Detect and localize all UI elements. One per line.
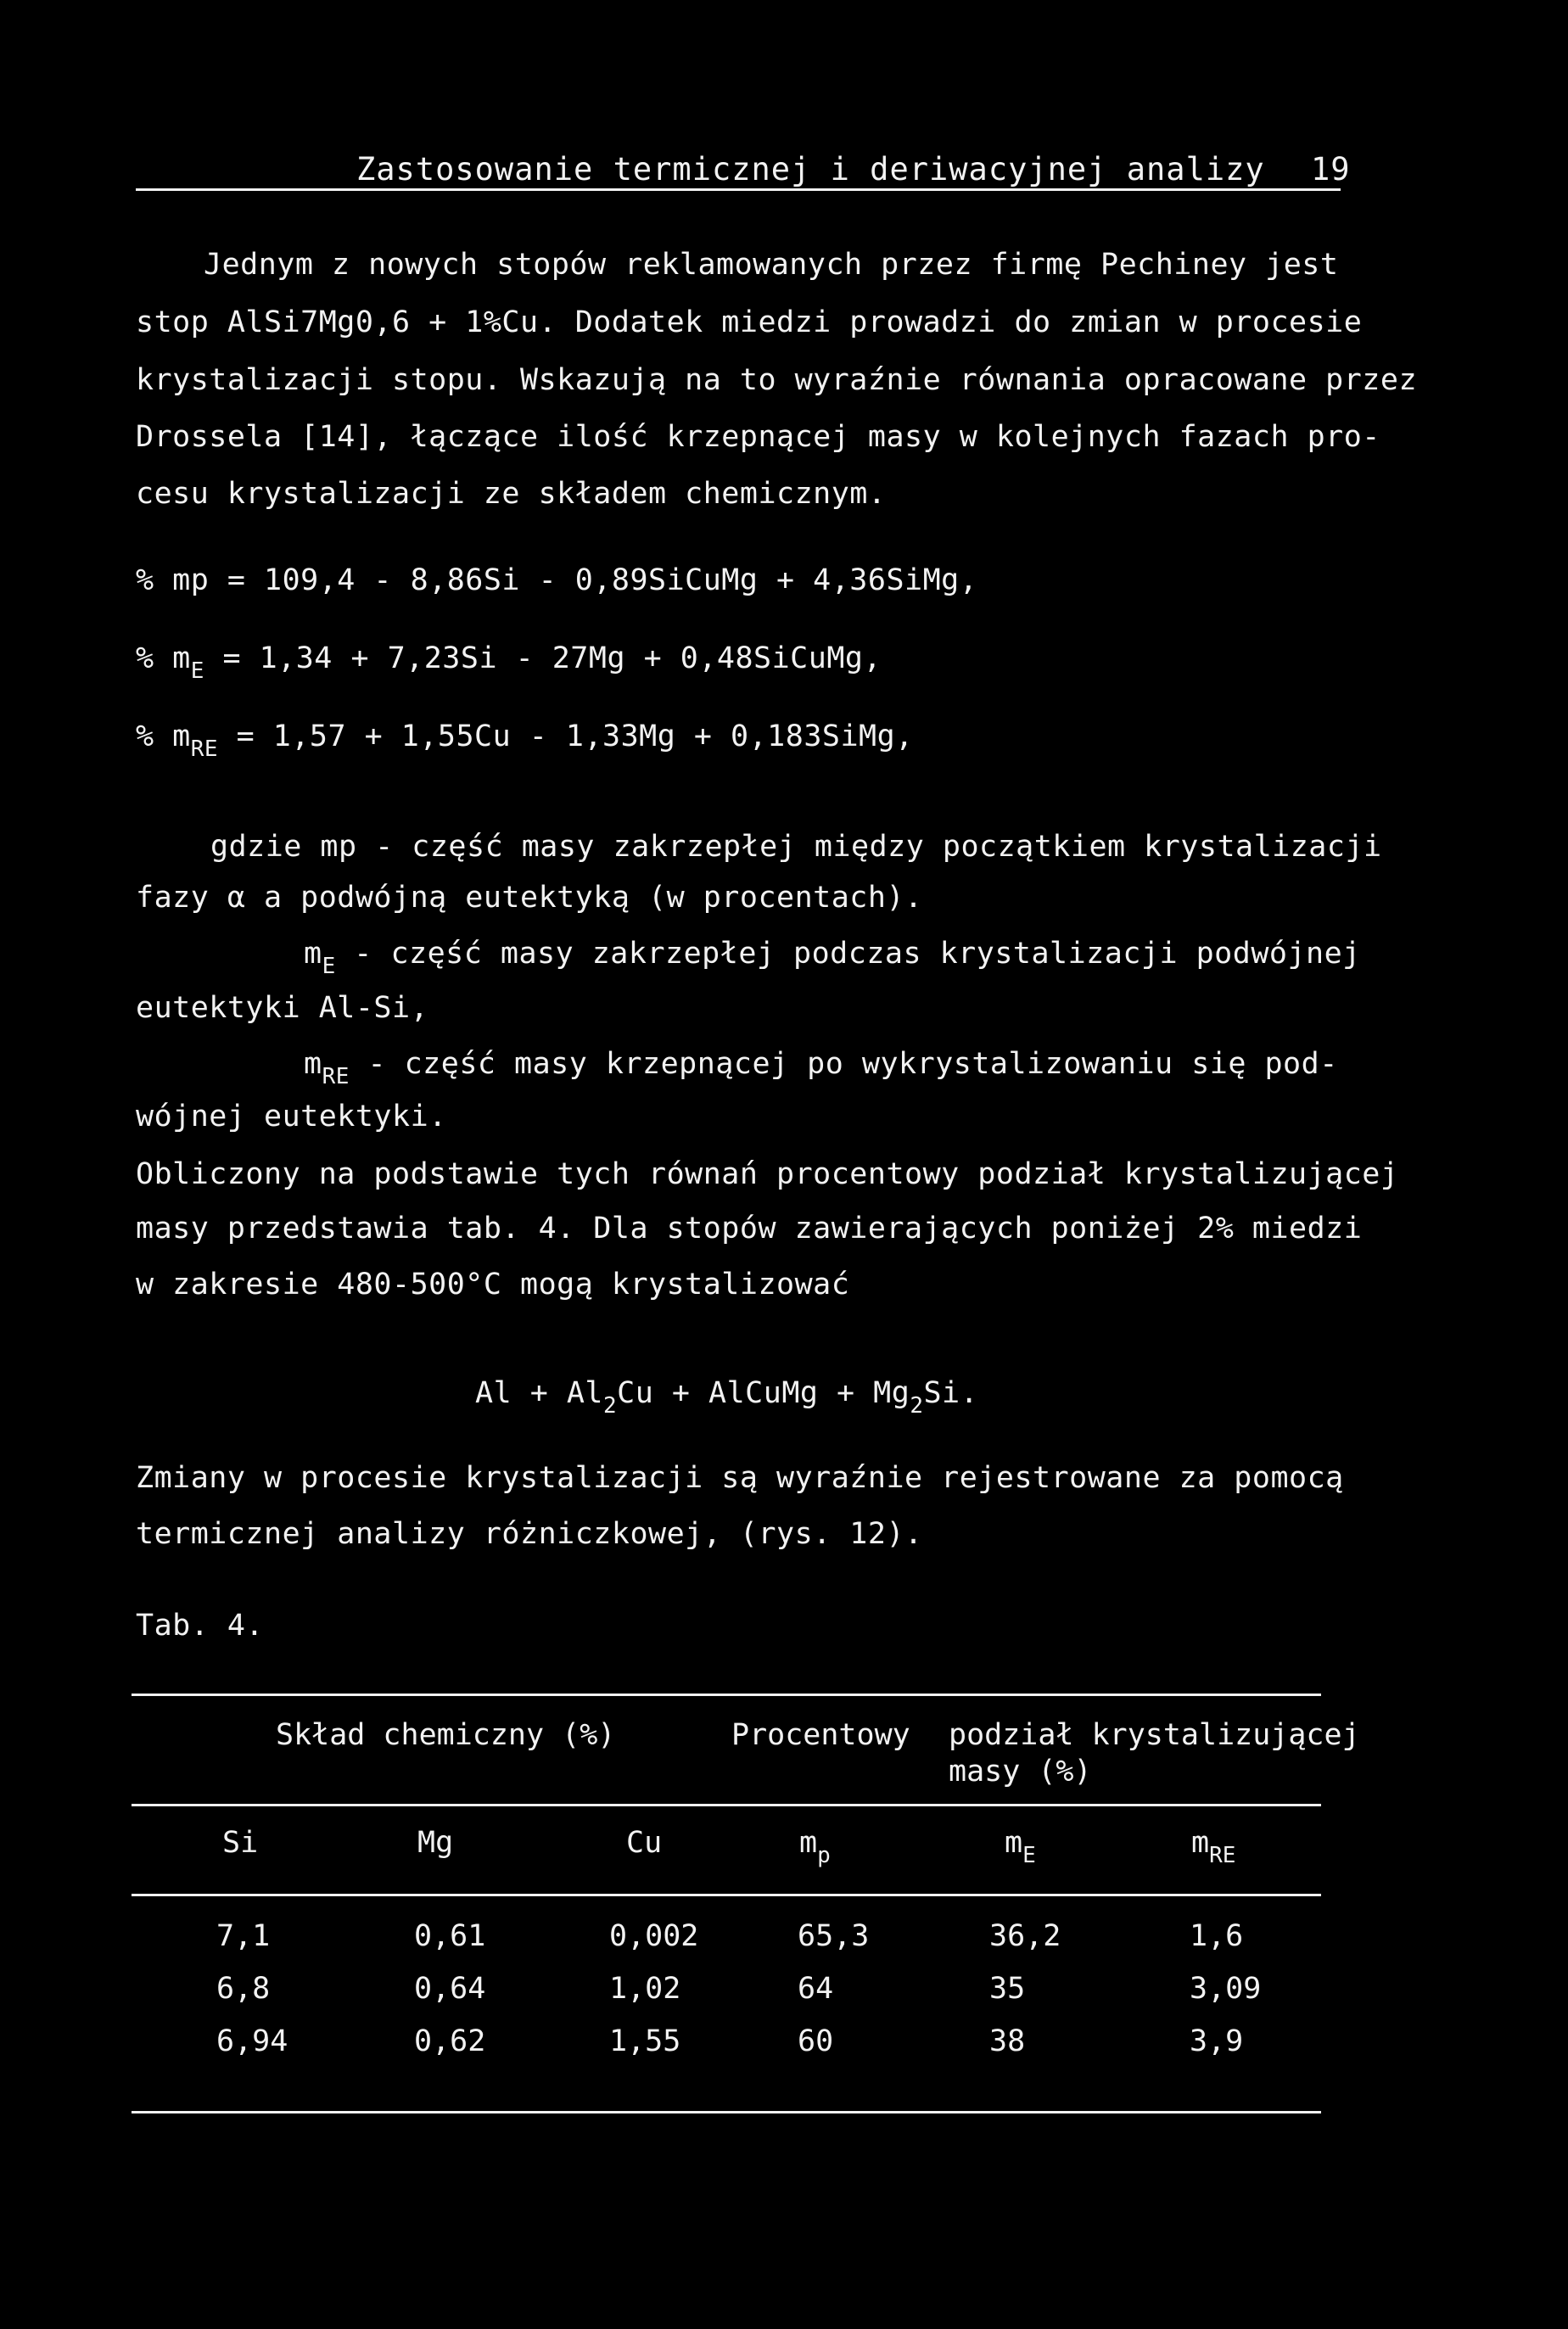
table-group-header-distribution-2: podział krystalizującej	[949, 1718, 1360, 1752]
table-col-cu: Cu	[626, 1826, 663, 1860]
table-cell: 6,94	[216, 2024, 288, 2058]
table-header-rule	[132, 1804, 1321, 1806]
definition-me-line-2: eutektyki Al-Si,	[136, 991, 429, 1025]
paragraph3-line-1: Zmiany w procesie krystalizacji są wyraźnie rejestrowane za pomocą	[136, 1461, 1344, 1495]
paragraph2-line-1: Obliczony na podstawie tych równań procentowy podział krystalizującej	[136, 1157, 1399, 1191]
table-cell: 35	[989, 1972, 1026, 2006]
equation-mre: % $m_{RE} = 1,57 + 1,55Cu - 1,33Mg$ + 0,183SiMg,	[136, 719, 914, 762]
paragraph3-line-2: termicznej analizy różniczkowej, (rys. 12).	[136, 1517, 923, 1551]
equation-me: % $m_E = 1,34 + 7,23Si - 27Mg$ + 0,48SiCuMg,	[136, 641, 882, 684]
paragraph2-line-2: masy przedstawia tab. 4. Dla stopów zawierających poniżej 2% miedzi	[136, 1212, 1363, 1246]
paragraph2-line-3: w zakresie 480-500°C mogą krystalizować	[136, 1268, 850, 1302]
table-col-me: $m_E$	[1005, 1826, 1036, 1868]
table-cell: 38	[989, 2024, 1026, 2058]
table-cell: 1,55	[609, 2024, 681, 2058]
table-cell: 0,64	[414, 1972, 486, 2006]
equation-mp: % mp = 109,4 - 8,86Si - 0,89SiCuMg + 4,36SiMg,	[136, 563, 978, 597]
table-bottom-rule	[132, 2111, 1321, 2113]
table-cell: 64	[798, 1972, 834, 2006]
intro-line-5: cesu krystalizacji ze składem chemicznym.	[136, 477, 887, 511]
table-cell: 0,61	[414, 1919, 486, 1953]
table-cell: 36,2	[989, 1919, 1061, 1953]
table-group-header-distribution-1: Procentowy	[731, 1718, 910, 1752]
table-caption: Tab. 4.	[136, 1609, 265, 1643]
table-col-mp: $m_p$	[799, 1826, 831, 1868]
table-cell: 3,9	[1190, 2024, 1244, 2058]
reaction-formula: $Al + Al_2Cu$ + AlCuMg + $Mg_2Si$.	[475, 1376, 979, 1419]
intro-line-4: Drossela [14], łączące ilość krzepnącej masy w kolejnych fazach pro-	[136, 420, 1380, 454]
table-group-header-composition: Skład chemiczny (%)	[276, 1718, 616, 1752]
definition-mre-line-2: wójnej eutektyki.	[136, 1100, 447, 1134]
table-group-header-distribution-3: masy (%)	[949, 1755, 1092, 1789]
table-cell: 65,3	[798, 1919, 870, 1953]
page-number: 19	[1311, 151, 1351, 188]
definition-mre-line-1: $m_{RE}$ - część masy krzepnącej po wykrystalizowaniu się pod-	[304, 1047, 1338, 1089]
table-cell: 3,09	[1190, 1972, 1262, 2006]
table-cell: 7,1	[216, 1919, 271, 1953]
table-cell: 0,62	[414, 2024, 486, 2058]
definition-me-line-1: $m_E$ - część masy zakrzepłej podczas krystalizacji podwójnej	[304, 937, 1361, 979]
table-top-rule	[132, 1694, 1321, 1696]
definition-mp-line-2: fazy α a podwójną eutektyką (w procentach).	[136, 881, 923, 915]
table-cell: 1,6	[1190, 1919, 1244, 1953]
table-columns-rule	[132, 1894, 1321, 1896]
intro-line-1: Jednym z nowych stopów reklamowanych przez firmę Pechiney jest	[204, 248, 1339, 282]
table-col-mg: Mg	[417, 1826, 454, 1860]
intro-line-2: stop AlSi7Mg0,6 + 1%Cu. Dodatek miedzi prowadzi do zmian w procesie	[136, 305, 1363, 339]
header-rule	[136, 188, 1341, 191]
table-cell: 60	[798, 2024, 834, 2058]
intro-line-3: krystalizacji stopu. Wskazują na to wyraźnie równania opracowane przez	[136, 363, 1418, 397]
table-cell: 0,002	[609, 1919, 699, 1953]
running-header-title: Zastosowanie termicznej i deriwacyjnej analizy	[356, 151, 1265, 188]
table-col-si: Si	[222, 1826, 259, 1860]
definition-mp-line-1: gdzie mp - część masy zakrzepłej między początkiem krystalizacji	[210, 830, 1382, 864]
table-cell: 1,02	[609, 1972, 681, 2006]
table-col-mre: $m_{RE}$	[1191, 1826, 1236, 1868]
table-cell: 6,8	[216, 1972, 271, 2006]
